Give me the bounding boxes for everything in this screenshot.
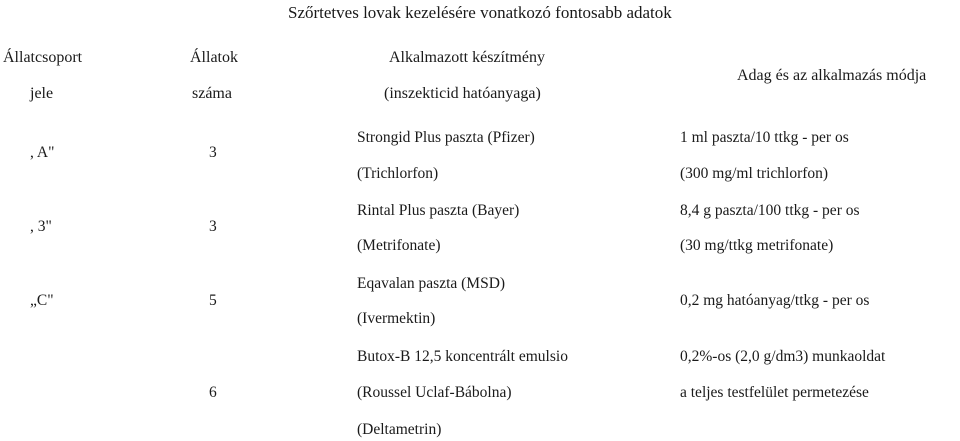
row-a-group: , A" — [30, 144, 55, 161]
row-3-count: 3 — [209, 218, 217, 235]
row-c-dose-line1: 0,2 mg hatóanyag/ttkg - per os — [680, 292, 870, 309]
row-c-product-name: Eqavalan paszta (MSD) — [357, 275, 506, 292]
row-a-count: 3 — [209, 144, 217, 161]
header-group-line2: jele — [30, 85, 54, 102]
row-6-product-ingredient: (Deltametrin) — [357, 421, 442, 438]
header-product-line2: (inszekticid hatóanyaga) — [384, 85, 541, 102]
header-count-line2: száma — [192, 85, 232, 102]
row-3-product-name: Rintal Plus paszta (Bayer) — [357, 202, 520, 219]
header-product-line1: Alkalmazott készítmény — [389, 49, 545, 66]
page-title: Szőrtetves lovak kezelésére vonatkozó fontosabb adatok — [288, 3, 672, 22]
row-c-product-ingredient: (Ivermektin) — [357, 310, 436, 327]
row-a-dose-line2: (300 mg/ml trichlorfon) — [680, 165, 829, 182]
row-a-product-ingredient: (Trichlorfon) — [357, 165, 439, 182]
row-c-group: „C" — [30, 292, 54, 309]
row-c-count: 5 — [209, 292, 217, 309]
header-dose: Adag és az alkalmazás módja — [737, 67, 927, 84]
row-6-product-name: Butox-B 12,5 koncentrált emulsio — [357, 348, 568, 365]
row-3-product-ingredient: (Metrifonate) — [357, 237, 441, 254]
row-3-group: , 3" — [30, 218, 52, 235]
header-count-line1: Állatok — [190, 49, 238, 66]
row-6-dose-line2: a teljes testfelület permetezése — [680, 384, 869, 401]
header-group-line1: Állatcsoport — [3, 49, 83, 66]
row-6-product-source: (Roussel Uclaf-Bábolna) — [357, 384, 512, 401]
row-6-count: 6 — [209, 384, 217, 401]
row-3-dose-line2: (30 mg/ttkg metrifonate) — [680, 237, 834, 254]
row-6-dose-line1: 0,2%-os (2,0 g/dm3) munkaoldat — [680, 348, 886, 365]
row-3-dose-line1: 8,4 g paszta/100 ttkg - per os — [680, 202, 860, 219]
row-a-dose-line1: 1 ml paszta/10 ttkg - per os — [680, 129, 849, 146]
row-a-product-name: Strongid Plus paszta (Pfizer) — [357, 129, 535, 146]
